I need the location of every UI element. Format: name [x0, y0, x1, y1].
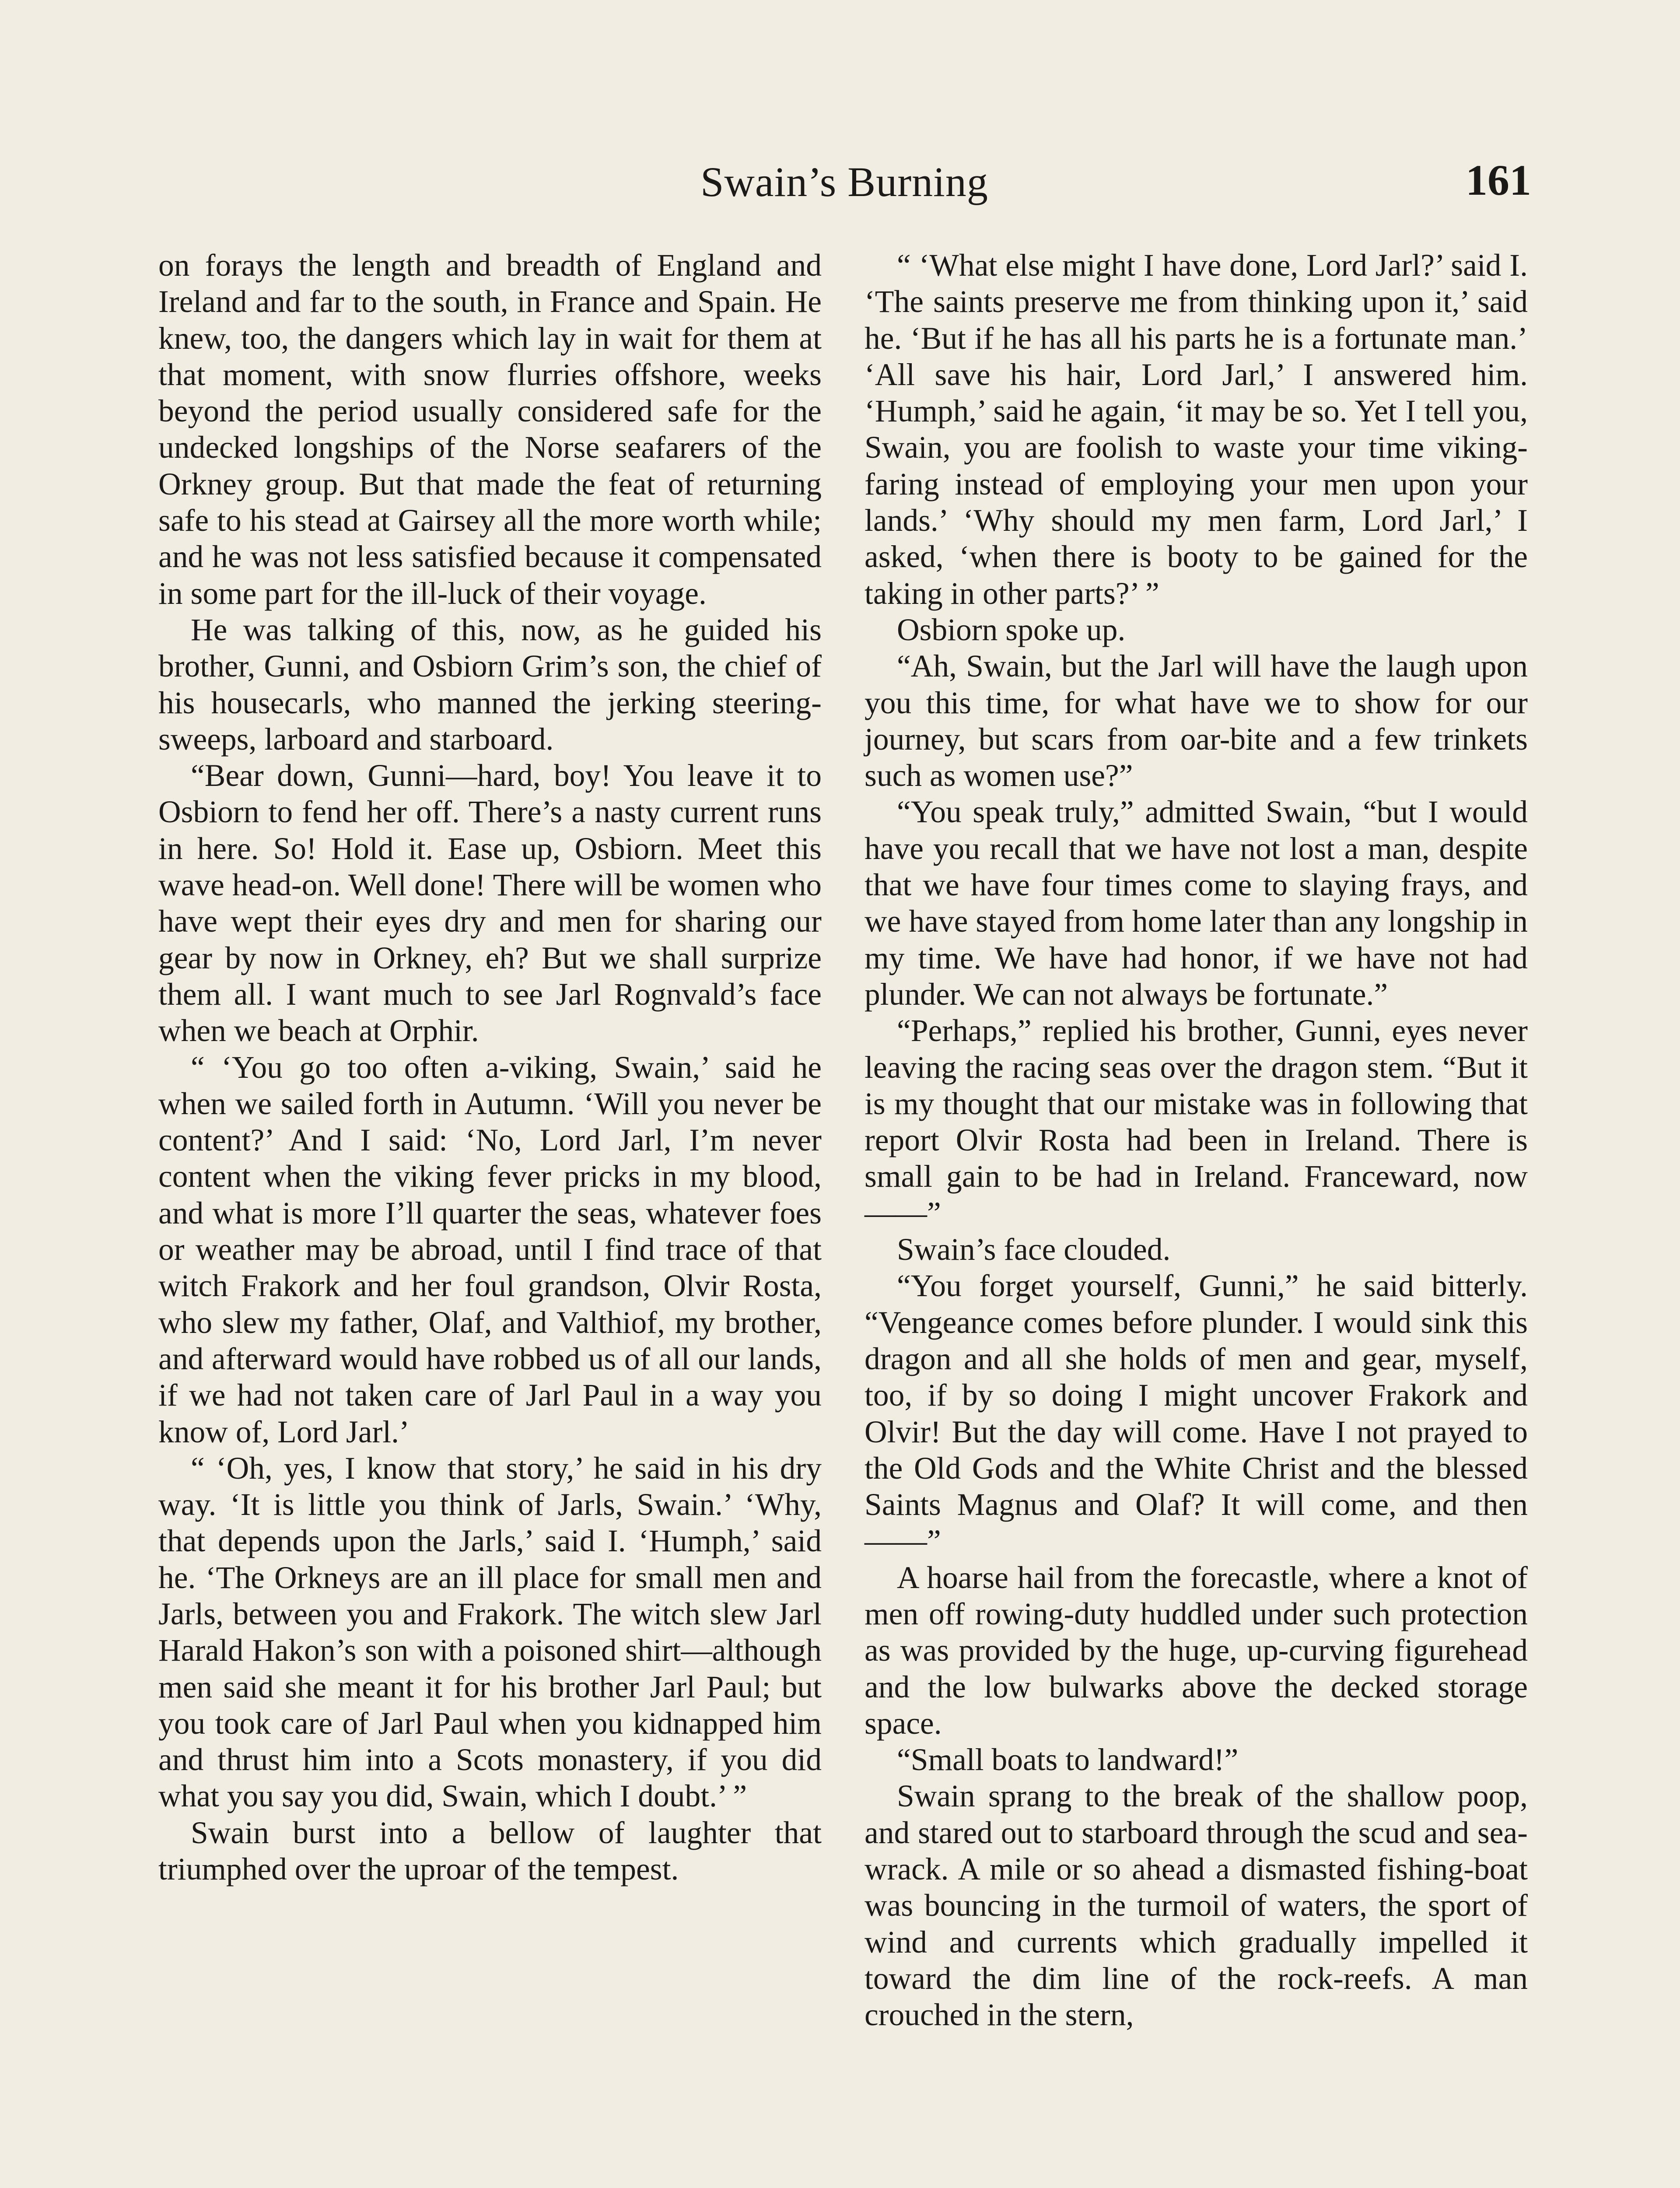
- paragraph: Swain’s face clouded.: [897, 1232, 1171, 1267]
- paragraph: “Small boats to landward!”: [897, 1743, 1239, 1778]
- paragraph: “Perhaps,” replied his brother, Gunni, eyes never leaving the racing seas over the dragon stem. “But it is my thought that our mistake was in following that report Olvir Rosta had been in Ireland. There is small gain to be had in Ireland. Franceward, now——”: [864, 1013, 1528, 1231]
- paragraph: Swain sprang to the break of the shallow poop, and stared out to starboard through the scud and sea-wrack. A mile or so ahead a dismasted fishing-boat was bouncing in the turmoil of waters, the sport of wind and currents which gradually impelled it toward the dim line of the rock-reefs. A man crouched in the stern,: [864, 1779, 1528, 2033]
- paragraph: Swain burst into a bellow of laughter that triumphed over the uproar of the tempest.: [158, 1815, 822, 1887]
- paragraph: on forays the length and breadth of England and Ireland and far to the south, in France and Spain. He knew, too, the dangers which lay in wait for them at that moment, with snow flurries offshore, weeks beyond the period usually considered safe for the undecked longships of the Norse seafarers of the Orkney group. But that made the feat of returning safe to his stead at Gairsey all the more worth while; and he was not less satisfied because it compensated in some part for the ill-luck of their voyage.: [158, 248, 822, 611]
- paragraph: “You forget yourself, Gunni,” he said bitterly. “Vengeance comes before plunder. I would sink this dragon and all she holds of men and gear, myself, too, if by so doing I might uncover Frakork and Olvir! But the day will come. Have I not prayed to the Old Gods and the White Christ and the blessed Saints Magnus and Olaf? It will come, and then——”: [864, 1269, 1528, 1559]
- paragraph: “ ‘You go too often a-viking, Swain,’ said he when we sailed forth in Autumn. ‘Will you never be content?’ And I said: ‘No, Lord Jarl, I’m never content when the viking fever pricks in my blood, and what is more I’ll quarter the seas, whatever foes or weather may be abroad, until I find trace of that witch Frakork and her foul grandson, Olvir Rosta, who slew my father, Olaf, and Valthiof, my brother, and afterward would have robbed us of all our lands, if we had not taken care of Jarl Paul in a way you know of, Lord Jarl.’: [158, 1050, 822, 1449]
- paragraph: “You speak truly,” admitted Swain, “but I would have you recall that we have not lost a man, despite that we have four times come to slaying frays, and we have stayed from home later than any longship in my time. We have had honor, if we have not had plunder. We can not always be fortunate.”: [864, 795, 1528, 1012]
- paragraph: Osbiorn spoke up.: [897, 612, 1126, 647]
- paragraph: “Ah, Swain, but the Jarl will have the laugh upon you this time, for what have we to show for our journey, but scars from oar-bite and a few trinkets such as women use?”: [864, 649, 1528, 793]
- paragraph: “Bear down, Gunni—hard, boy! You leave it to Osbiorn to fend her off. There’s a nasty current runs in here. So! Hold it. Ease up, Osbiorn. Meet this wave head-on. Well done! There will be women who have wept their eyes dry and men for sharing our gear by now in Orkney, eh? But we shall surprize them all. I want much to see Jarl Rognvald’s face when we beach at Orphir.: [158, 758, 822, 1048]
- left-column: [158, 247, 822, 1887]
- running-head: [158, 149, 1531, 210]
- paragraph: “ ‘Oh, yes, I know that story,’ he said in his dry way. ‘It is little you think of Jarls, Swain.’ ‘Why, that depends upon the Jarls,’ said I. ‘Humph,’ said he. ‘The Orkneys are an ill place for small men and Jarls, between you and Frakork. The witch slew Jarl Harald Hakon’s son with a poisoned shirt—although men said she meant it for his brother Jarl Paul; but you took care of Jarl Paul when you kidnapped him and thrust him into a Scots monastery, if you did what you say you did, Swain, which I doubt.’ ”: [158, 1451, 822, 1814]
- paragraph: A hoarse hail from the forecastle, where a knot of men off rowing-duty huddled under such protection as was provided by the huge, up-curving figurehead and the low bulwarks above the decked storage space.: [864, 1560, 1528, 1741]
- page-number: 161: [1466, 156, 1531, 204]
- running-title: Swain’s Burning: [700, 158, 988, 205]
- right-column: [864, 247, 1528, 2034]
- text-columns: [158, 247, 1528, 2188]
- paragraph: “ ‘What else might I have done, Lord Jarl?’ said I. ‘The saints preserve me from thinking upon it,’ said he. ‘But if he has all his parts he is a fortunate man.’ ‘All save his hair, Lord Jarl,’ I answered him. ‘Humph,’ said he again, ‘it may be so. Yet I tell you, Swain, you are foolish to waste your time viking-faring instead of employing your men upon your lands.’ ‘Why should my men farm, Lord Jarl,’ I asked, ‘when there is booty to be gained for the taking in other parts?’ ”: [864, 248, 1528, 611]
- paragraph: He was talking of this, now, as he guided his brother, Gunni, and Osbiorn Grim’s son, the chief of his housecarls, who manned the jerking steering-sweeps, larboard and starboard.: [158, 612, 822, 757]
